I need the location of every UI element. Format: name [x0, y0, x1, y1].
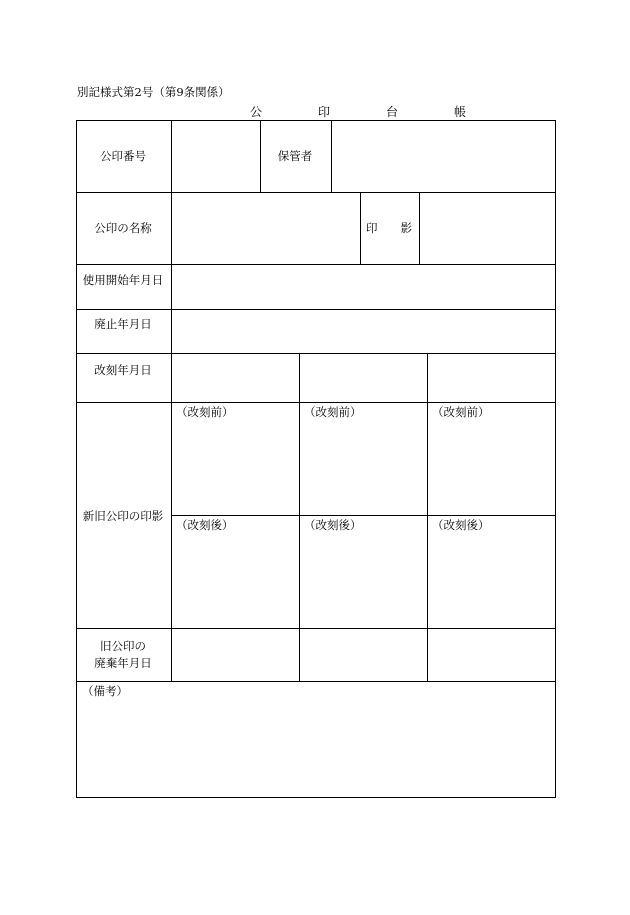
old-disposal-label-line1: 旧公印の: [100, 639, 146, 653]
column-divider: [260, 120, 261, 192]
row-divider: [171, 515, 556, 516]
row-divider: [76, 402, 556, 403]
row-divider: [76, 309, 556, 310]
label-column-divider: [171, 120, 172, 681]
remarks-label: （備考）: [82, 684, 128, 698]
impression-label: 印 影: [366, 221, 412, 235]
old-new-impression-label: 新旧公印の印影: [82, 509, 164, 523]
column-divider: [331, 120, 332, 192]
row-divider: [76, 264, 556, 265]
after-recarving-2: （改刻後）: [304, 518, 362, 532]
seal-name-label: 公印の名称: [94, 221, 152, 235]
column-divider: [427, 353, 428, 681]
abolition-date-label: 廃止年月日: [94, 317, 152, 331]
column-divider: [419, 192, 420, 264]
before-recarving-2: （改刻前）: [304, 405, 362, 419]
start-date-label: 使用開始年月日: [82, 273, 164, 287]
custodian-label: 保管者: [277, 149, 313, 163]
column-divider: [360, 192, 361, 264]
row-divider: [76, 353, 556, 354]
after-recarving-1: （改刻後）: [176, 518, 234, 532]
old-disposal-label-line2: 廃棄年月日: [94, 656, 152, 670]
recarving-date-label: 改刻年月日: [94, 363, 152, 377]
column-divider: [299, 353, 300, 681]
seal-number-label: 公印番号: [100, 149, 146, 163]
document-title: 公 印 台 帳: [250, 105, 489, 119]
before-recarving-3: （改刻前）: [432, 405, 490, 419]
row-divider: [76, 681, 556, 682]
after-recarving-3: （改刻後）: [432, 518, 490, 532]
before-recarving-1: （改刻前）: [176, 405, 234, 419]
row-divider: [76, 628, 556, 629]
form-label: 別記様式第2号（第9条関係）: [77, 85, 230, 99]
row-divider: [76, 192, 556, 193]
